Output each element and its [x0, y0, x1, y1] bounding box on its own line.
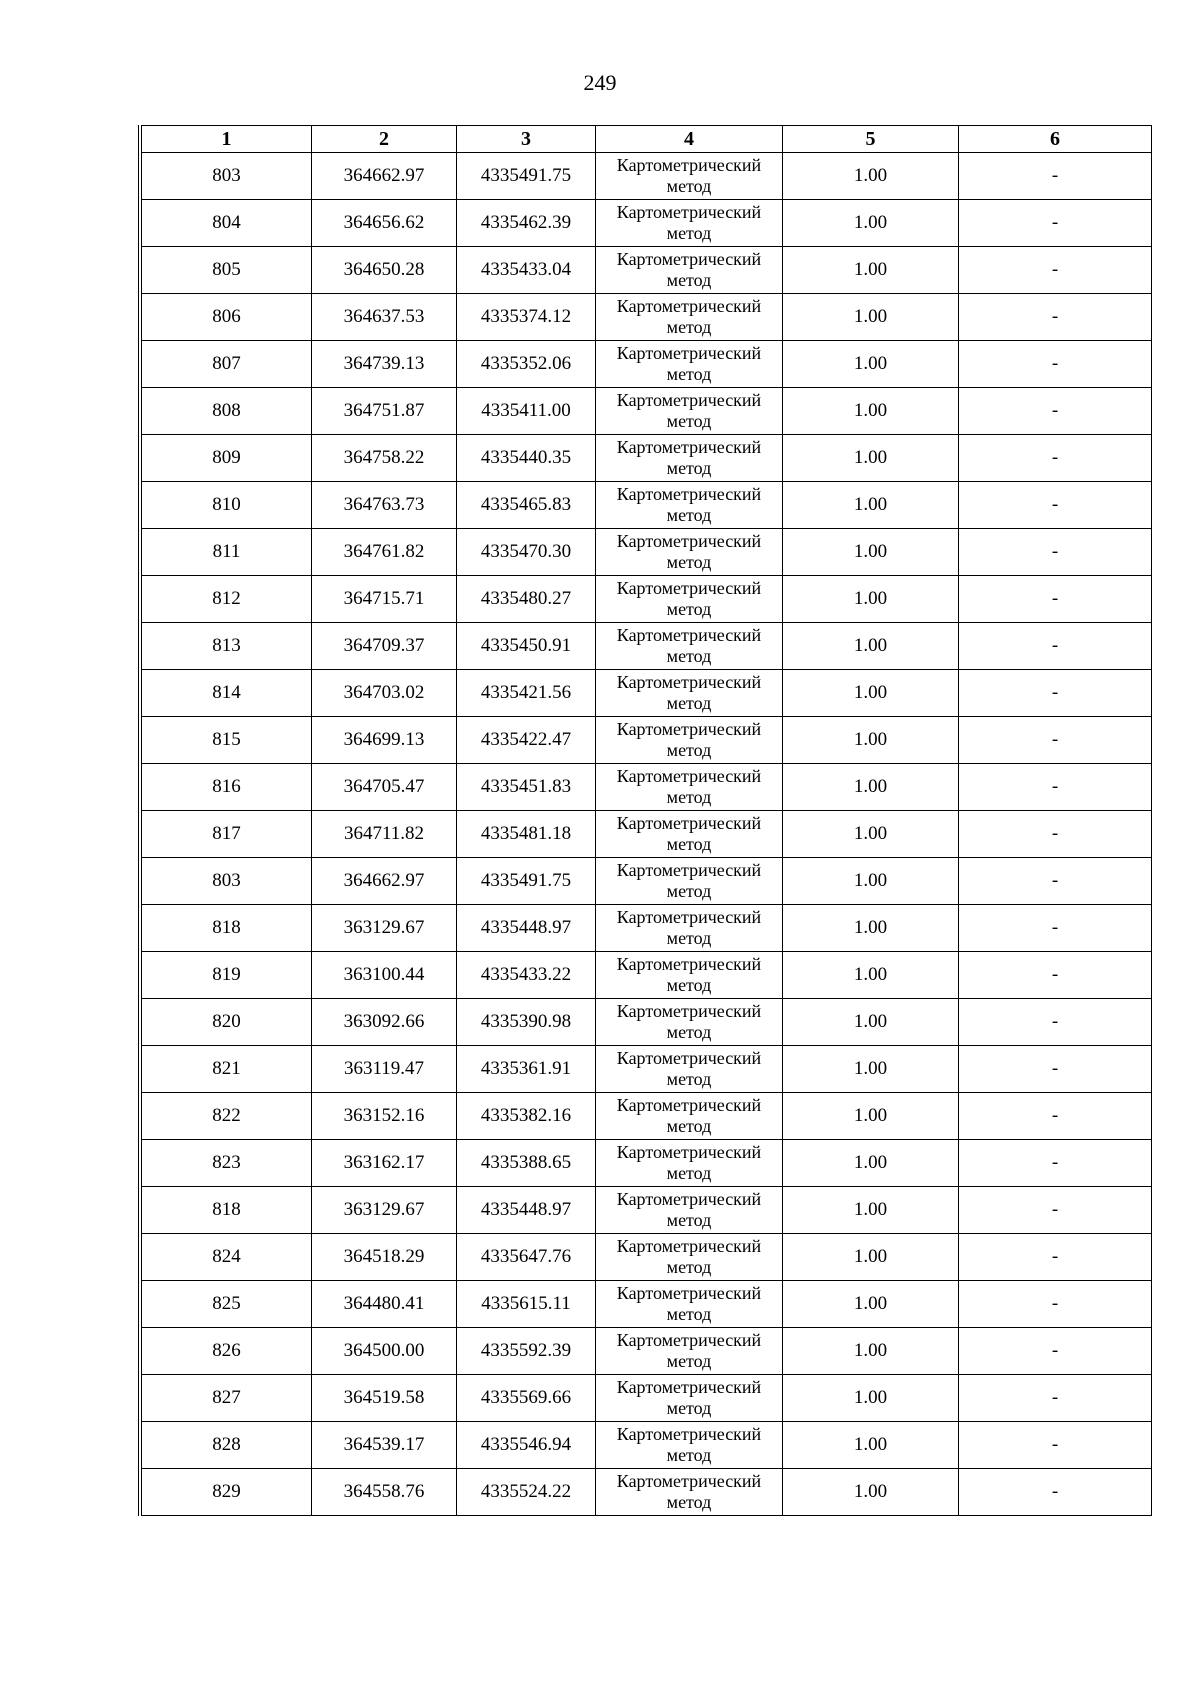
point-number-cell: 815	[142, 717, 312, 764]
method-cell: Картометрический метод	[596, 670, 783, 717]
note-cell: -	[959, 1422, 1152, 1469]
table-header-row	[142, 126, 1152, 153]
accuracy-cell: 1.00	[783, 576, 959, 623]
accuracy-cell: 1.00	[783, 1140, 959, 1187]
point-number-cell: 803	[142, 153, 312, 200]
method-cell: Картометрический метод	[596, 529, 783, 576]
note-cell: -	[959, 811, 1152, 858]
table-row	[142, 1281, 1152, 1328]
note-cell: -	[959, 1469, 1152, 1516]
x-coordinate-cell: 364650.28	[312, 247, 457, 294]
note-cell: -	[959, 341, 1152, 388]
point-number-cell: 803	[142, 858, 312, 905]
column-header: 4	[596, 126, 783, 153]
point-number-cell: 827	[142, 1375, 312, 1422]
y-coordinate-cell: 4335352.06	[457, 341, 596, 388]
accuracy-cell: 1.00	[783, 1234, 959, 1281]
accuracy-cell: 1.00	[783, 905, 959, 952]
accuracy-cell: 1.00	[783, 670, 959, 717]
note-cell: -	[959, 388, 1152, 435]
y-coordinate-cell: 4335491.75	[457, 858, 596, 905]
method-cell: Картометрический метод	[596, 1328, 783, 1375]
table-row	[142, 999, 1152, 1046]
x-coordinate-cell: 364539.17	[312, 1422, 457, 1469]
method-cell: Картометрический метод	[596, 200, 783, 247]
page-number: 249	[583, 70, 617, 95]
point-number-cell: 829	[142, 1469, 312, 1516]
accuracy-cell: 1.00	[783, 1281, 959, 1328]
y-coordinate-cell: 4335422.47	[457, 717, 596, 764]
method-cell: Картометрический метод	[596, 1093, 783, 1140]
note-cell: -	[959, 294, 1152, 341]
table-header	[142, 126, 1152, 153]
x-coordinate-cell: 364763.73	[312, 482, 457, 529]
table-row	[142, 1375, 1152, 1422]
point-number-cell: 818	[142, 905, 312, 952]
note-cell: -	[959, 670, 1152, 717]
point-number-cell: 813	[142, 623, 312, 670]
y-coordinate-cell: 4335433.04	[457, 247, 596, 294]
y-coordinate-cell: 4335592.39	[457, 1328, 596, 1375]
note-cell: -	[959, 482, 1152, 529]
point-number-cell: 811	[142, 529, 312, 576]
y-coordinate-cell: 4335433.22	[457, 952, 596, 999]
method-cell: Картометрический метод	[596, 905, 783, 952]
point-number-cell: 818	[142, 1187, 312, 1234]
method-cell: Картометрический метод	[596, 623, 783, 670]
y-coordinate-cell: 4335388.65	[457, 1140, 596, 1187]
x-coordinate-cell: 364709.37	[312, 623, 457, 670]
table-row	[142, 1187, 1152, 1234]
method-cell: Картометрический метод	[596, 388, 783, 435]
accuracy-cell: 1.00	[783, 1375, 959, 1422]
y-coordinate-cell: 4335448.97	[457, 1187, 596, 1234]
x-coordinate-cell: 364758.22	[312, 435, 457, 482]
method-cell: Картометрический метод	[596, 1140, 783, 1187]
point-number-cell: 828	[142, 1422, 312, 1469]
table-row	[142, 576, 1152, 623]
point-number-cell: 822	[142, 1093, 312, 1140]
y-coordinate-cell: 4335480.27	[457, 576, 596, 623]
coordinates-table-container	[138, 125, 1153, 1516]
table-row	[142, 200, 1152, 247]
table-row	[142, 858, 1152, 905]
accuracy-cell: 1.00	[783, 952, 959, 999]
x-coordinate-cell: 363152.16	[312, 1093, 457, 1140]
x-coordinate-cell: 363092.66	[312, 999, 457, 1046]
method-cell: Картометрический метод	[596, 1281, 783, 1328]
note-cell: -	[959, 576, 1152, 623]
table-row	[142, 905, 1152, 952]
accuracy-cell: 1.00	[783, 294, 959, 341]
accuracy-cell: 1.00	[783, 1093, 959, 1140]
x-coordinate-cell: 364703.02	[312, 670, 457, 717]
x-coordinate-cell: 364705.47	[312, 764, 457, 811]
table-row	[142, 153, 1152, 200]
method-cell: Картометрический метод	[596, 811, 783, 858]
table-row	[142, 1046, 1152, 1093]
y-coordinate-cell: 4335462.39	[457, 200, 596, 247]
method-cell: Картометрический метод	[596, 341, 783, 388]
point-number-cell: 817	[142, 811, 312, 858]
point-number-cell: 808	[142, 388, 312, 435]
table-row	[142, 388, 1152, 435]
x-coordinate-cell: 364761.82	[312, 529, 457, 576]
point-number-cell: 819	[142, 952, 312, 999]
y-coordinate-cell: 4335647.76	[457, 1234, 596, 1281]
point-number-cell: 807	[142, 341, 312, 388]
accuracy-cell: 1.00	[783, 858, 959, 905]
table-row	[142, 623, 1152, 670]
note-cell: -	[959, 717, 1152, 764]
column-header: 5	[783, 126, 959, 153]
accuracy-cell: 1.00	[783, 200, 959, 247]
table-body	[142, 153, 1152, 1516]
table-row	[142, 1469, 1152, 1516]
x-coordinate-cell: 364715.71	[312, 576, 457, 623]
table-row	[142, 670, 1152, 717]
note-cell: -	[959, 1234, 1152, 1281]
y-coordinate-cell: 4335615.11	[457, 1281, 596, 1328]
column-header: 6	[959, 126, 1152, 153]
point-number-cell: 816	[142, 764, 312, 811]
x-coordinate-cell: 364518.29	[312, 1234, 457, 1281]
accuracy-cell: 1.00	[783, 153, 959, 200]
accuracy-cell: 1.00	[783, 1422, 959, 1469]
column-header: 3	[457, 126, 596, 153]
table-row	[142, 764, 1152, 811]
method-cell: Картометрический метод	[596, 1469, 783, 1516]
y-coordinate-cell: 4335465.83	[457, 482, 596, 529]
accuracy-cell: 1.00	[783, 482, 959, 529]
accuracy-cell: 1.00	[783, 717, 959, 764]
accuracy-cell: 1.00	[783, 435, 959, 482]
method-cell: Картометрический метод	[596, 1046, 783, 1093]
x-coordinate-cell: 364519.58	[312, 1375, 457, 1422]
method-cell: Картометрический метод	[596, 247, 783, 294]
table-row	[142, 341, 1152, 388]
table-row	[142, 482, 1152, 529]
x-coordinate-cell: 363119.47	[312, 1046, 457, 1093]
accuracy-cell: 1.00	[783, 1046, 959, 1093]
point-number-cell: 805	[142, 247, 312, 294]
y-coordinate-cell: 4335470.30	[457, 529, 596, 576]
x-coordinate-cell: 363129.67	[312, 905, 457, 952]
accuracy-cell: 1.00	[783, 623, 959, 670]
accuracy-cell: 1.00	[783, 247, 959, 294]
note-cell: -	[959, 623, 1152, 670]
point-number-cell: 814	[142, 670, 312, 717]
method-cell: Картометрический метод	[596, 1375, 783, 1422]
y-coordinate-cell: 4335451.83	[457, 764, 596, 811]
method-cell: Картометрический метод	[596, 482, 783, 529]
method-cell: Картометрический метод	[596, 435, 783, 482]
point-number-cell: 823	[142, 1140, 312, 1187]
column-header: 2	[312, 126, 457, 153]
x-coordinate-cell: 364751.87	[312, 388, 457, 435]
table-row	[142, 717, 1152, 764]
x-coordinate-cell: 363100.44	[312, 952, 457, 999]
table-row	[142, 529, 1152, 576]
point-number-cell: 820	[142, 999, 312, 1046]
note-cell: -	[959, 1140, 1152, 1187]
note-cell: -	[959, 764, 1152, 811]
y-coordinate-cell: 4335448.97	[457, 905, 596, 952]
point-number-cell: 825	[142, 1281, 312, 1328]
table-row	[142, 247, 1152, 294]
accuracy-cell: 1.00	[783, 1469, 959, 1516]
accuracy-cell: 1.00	[783, 529, 959, 576]
x-coordinate-cell: 364739.13	[312, 341, 457, 388]
point-number-cell: 826	[142, 1328, 312, 1375]
y-coordinate-cell: 4335411.00	[457, 388, 596, 435]
note-cell: -	[959, 999, 1152, 1046]
y-coordinate-cell: 4335382.16	[457, 1093, 596, 1140]
note-cell: -	[959, 153, 1152, 200]
table-row	[142, 1422, 1152, 1469]
note-cell: -	[959, 529, 1152, 576]
note-cell: -	[959, 1093, 1152, 1140]
method-cell: Картометрический метод	[596, 999, 783, 1046]
accuracy-cell: 1.00	[783, 341, 959, 388]
accuracy-cell: 1.00	[783, 388, 959, 435]
method-cell: Картометрический метод	[596, 1422, 783, 1469]
coordinates-table	[141, 125, 1152, 1516]
y-coordinate-cell: 4335390.98	[457, 999, 596, 1046]
note-cell: -	[959, 1281, 1152, 1328]
note-cell: -	[959, 1187, 1152, 1234]
y-coordinate-cell: 4335421.56	[457, 670, 596, 717]
accuracy-cell: 1.00	[783, 811, 959, 858]
x-coordinate-cell: 364558.76	[312, 1469, 457, 1516]
y-coordinate-cell: 4335374.12	[457, 294, 596, 341]
table-row	[142, 435, 1152, 482]
x-coordinate-cell: 364662.97	[312, 858, 457, 905]
x-coordinate-cell: 364637.53	[312, 294, 457, 341]
x-coordinate-cell: 364480.41	[312, 1281, 457, 1328]
table-row	[142, 1328, 1152, 1375]
method-cell: Картометрический метод	[596, 1187, 783, 1234]
method-cell: Картометрический метод	[596, 764, 783, 811]
table-row	[142, 1093, 1152, 1140]
y-coordinate-cell: 4335546.94	[457, 1422, 596, 1469]
table-row	[142, 294, 1152, 341]
note-cell: -	[959, 247, 1152, 294]
point-number-cell: 821	[142, 1046, 312, 1093]
method-cell: Картометрический метод	[596, 717, 783, 764]
table-row	[142, 1140, 1152, 1187]
note-cell: -	[959, 1328, 1152, 1375]
table-row	[142, 1234, 1152, 1281]
x-coordinate-cell: 363162.17	[312, 1140, 457, 1187]
y-coordinate-cell: 4335450.91	[457, 623, 596, 670]
accuracy-cell: 1.00	[783, 1328, 959, 1375]
x-coordinate-cell: 364500.00	[312, 1328, 457, 1375]
x-coordinate-cell: 364656.62	[312, 200, 457, 247]
note-cell: -	[959, 952, 1152, 999]
table-row	[142, 811, 1152, 858]
note-cell: -	[959, 858, 1152, 905]
note-cell: -	[959, 1046, 1152, 1093]
y-coordinate-cell: 4335481.18	[457, 811, 596, 858]
point-number-cell: 812	[142, 576, 312, 623]
y-coordinate-cell: 4335440.35	[457, 435, 596, 482]
x-coordinate-cell: 364662.97	[312, 153, 457, 200]
y-coordinate-cell: 4335524.22	[457, 1469, 596, 1516]
note-cell: -	[959, 200, 1152, 247]
point-number-cell: 809	[142, 435, 312, 482]
y-coordinate-cell: 4335491.75	[457, 153, 596, 200]
method-cell: Картометрический метод	[596, 576, 783, 623]
x-coordinate-cell: 363129.67	[312, 1187, 457, 1234]
accuracy-cell: 1.00	[783, 764, 959, 811]
method-cell: Картометрический метод	[596, 858, 783, 905]
point-number-cell: 810	[142, 482, 312, 529]
point-number-cell: 804	[142, 200, 312, 247]
x-coordinate-cell: 364699.13	[312, 717, 457, 764]
point-number-cell: 824	[142, 1234, 312, 1281]
method-cell: Картометрический метод	[596, 952, 783, 999]
y-coordinate-cell: 4335569.66	[457, 1375, 596, 1422]
note-cell: -	[959, 1375, 1152, 1422]
column-header: 1	[142, 126, 312, 153]
point-number-cell: 806	[142, 294, 312, 341]
method-cell: Картометрический метод	[596, 153, 783, 200]
accuracy-cell: 1.00	[783, 999, 959, 1046]
y-coordinate-cell: 4335361.91	[457, 1046, 596, 1093]
note-cell: -	[959, 905, 1152, 952]
table-row	[142, 952, 1152, 999]
method-cell: Картометрический метод	[596, 1234, 783, 1281]
method-cell: Картометрический метод	[596, 294, 783, 341]
accuracy-cell: 1.00	[783, 1187, 959, 1234]
note-cell: -	[959, 435, 1152, 482]
x-coordinate-cell: 364711.82	[312, 811, 457, 858]
